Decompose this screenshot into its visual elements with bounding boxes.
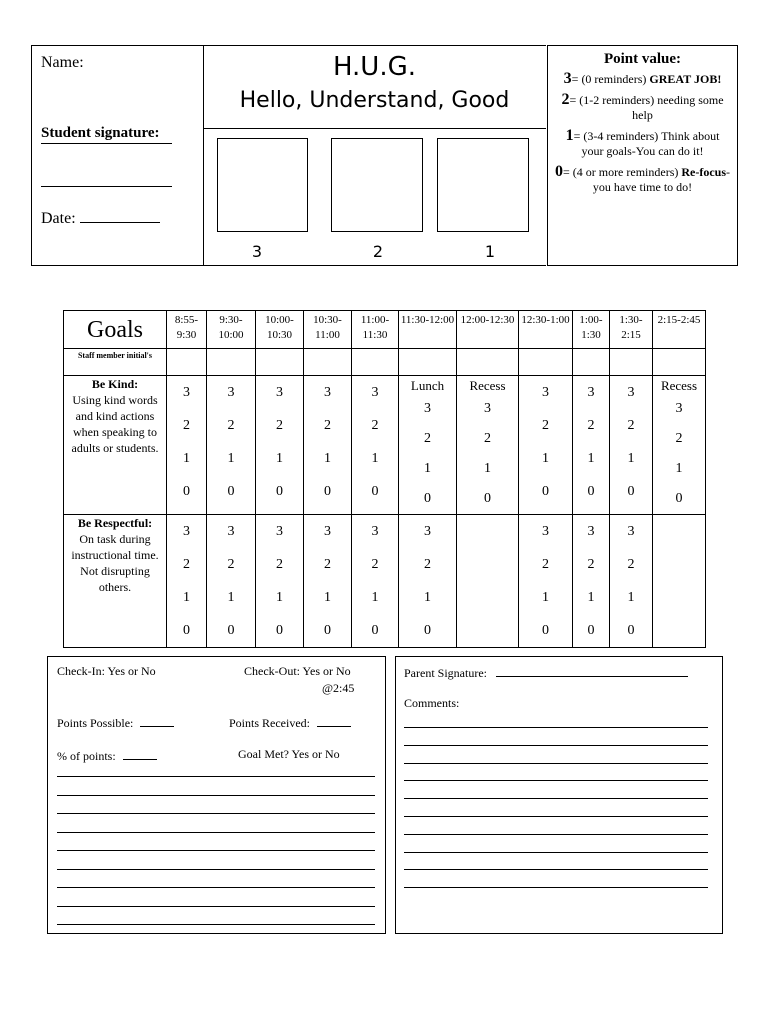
rating-cell[interactable]	[653, 515, 706, 648]
rating-cell[interactable]	[610, 515, 653, 648]
rating-option[interactable]: 3	[424, 401, 431, 416]
staff-initials-cell[interactable]	[167, 349, 207, 376]
period-label: Recess	[660, 378, 698, 393]
staff-initials-label: Staff member initial's	[64, 349, 167, 376]
rating-option[interactable]: 0	[183, 484, 190, 499]
rating-option[interactable]: 1	[183, 451, 190, 466]
rating-option[interactable]: 3	[424, 524, 431, 539]
rating-cell[interactable]	[207, 515, 256, 648]
name-label: Name:	[41, 54, 84, 71]
rating-option[interactable]: 0	[276, 484, 283, 499]
comment-line[interactable]	[404, 780, 708, 781]
point-value-title: Point value:	[603, 51, 682, 67]
goals-title: Goals	[64, 311, 167, 349]
rating-cell[interactable]	[167, 376, 207, 515]
rating-option[interactable]: 2	[424, 431, 431, 446]
rating-option[interactable]: 2	[424, 557, 431, 572]
rating-option[interactable]: 1	[484, 461, 491, 476]
staff-initials-cell[interactable]	[399, 349, 457, 376]
rating-option[interactable]: 2	[324, 418, 331, 433]
rating-option[interactable]: 2	[587, 557, 595, 572]
goals-table	[63, 310, 706, 648]
point-value-item: 1= (3-4 reminders) Think about your goals-You can do it!	[565, 127, 720, 158]
comment-line[interactable]	[404, 798, 708, 799]
rating-option[interactable]: 3	[627, 385, 635, 400]
staff-initials-cell[interactable]	[573, 349, 610, 376]
goal-text: Using kind words and kind actions when speaking to adults or students.	[71, 393, 159, 455]
rating-cell[interactable]	[399, 515, 457, 648]
rating-cell[interactable]	[304, 376, 352, 515]
rating-option[interactable]: 0	[542, 484, 549, 499]
rating-option[interactable]: 1	[183, 590, 190, 605]
rating-option[interactable]: 2	[324, 557, 331, 572]
rating-option[interactable]: 2	[183, 418, 190, 433]
rating-option[interactable]: 3	[587, 385, 595, 400]
time-slot-header: 12:00-12:30	[457, 311, 519, 349]
points-possible-label: Points Possible:	[57, 716, 134, 730]
rating-cell[interactable]	[457, 515, 519, 648]
rating-option[interactable]: 0	[484, 491, 491, 506]
rating-cell[interactable]	[653, 376, 706, 515]
rating-option[interactable]: 2	[542, 557, 549, 572]
date-line[interactable]	[80, 210, 160, 223]
rating-option[interactable]: 2	[276, 557, 283, 572]
rating-option[interactable]: 2	[627, 557, 635, 572]
staff-initials-cell[interactable]	[457, 349, 519, 376]
time-slot-header: 10:00-10:30	[256, 311, 304, 349]
date-label: Date:	[41, 210, 76, 227]
rating-option[interactable]: 2	[542, 418, 549, 433]
rating-option[interactable]: 1	[542, 590, 549, 605]
percent-label: % of points:	[57, 749, 116, 763]
check-out-label[interactable]: Check-Out: Yes or No	[244, 664, 351, 678]
rating-cell[interactable]	[519, 376, 573, 515]
rating-cell[interactable]	[457, 376, 519, 515]
rating-option[interactable]: 1	[324, 451, 331, 466]
rating-option[interactable]: 1	[324, 590, 331, 605]
point-value-item: 2= (1-2 reminders) needing some help	[561, 91, 724, 122]
time-slot-header: 8:55-9:30	[167, 311, 207, 349]
rating-option[interactable]: 0	[424, 491, 431, 506]
comment-line[interactable]	[404, 727, 708, 728]
rating-option[interactable]: 0	[183, 623, 190, 638]
time-header-row	[64, 311, 706, 349]
form-title: H.U.G.	[332, 52, 417, 82]
rating-option[interactable]: 1	[227, 590, 235, 605]
staff-initials-cell[interactable]	[352, 349, 399, 376]
rating-cell[interactable]	[399, 376, 457, 515]
check-in-label[interactable]: Check-In: Yes or No	[57, 664, 156, 678]
note-line[interactable]	[57, 776, 375, 777]
rating-cell[interactable]	[256, 515, 304, 648]
rating-option[interactable]: 1	[371, 451, 379, 466]
rating-option[interactable]: 2	[183, 557, 190, 572]
rating-option[interactable]: 1	[276, 590, 283, 605]
rating-option[interactable]: 2	[227, 418, 235, 433]
period-label: Lunch	[410, 378, 445, 393]
comment-line[interactable]	[404, 834, 708, 835]
note-line[interactable]	[57, 906, 375, 907]
parent-signature-line[interactable]	[496, 664, 688, 677]
rating-option[interactable]: 3	[324, 385, 331, 400]
signature-line[interactable]	[41, 186, 172, 187]
rating-option[interactable]: 1	[587, 590, 595, 605]
rating-cell[interactable]	[519, 515, 573, 648]
check-in-out-box	[47, 656, 386, 934]
rating-option[interactable]: 2	[675, 431, 683, 446]
rating-option[interactable]: 0	[587, 623, 595, 638]
points-received-field[interactable]	[317, 714, 351, 727]
rating-option[interactable]: 0	[324, 623, 331, 638]
time-slot-header: 10:30-11:00	[304, 311, 352, 349]
rating-option[interactable]: 0	[675, 491, 683, 506]
rating-option[interactable]: 3	[183, 524, 190, 539]
rating-option[interactable]: 1	[227, 451, 235, 466]
rating-option[interactable]: 3	[484, 401, 491, 416]
rating-option[interactable]: 1	[424, 590, 431, 605]
score-box-number: 1	[484, 242, 496, 261]
rating-option[interactable]: 3	[276, 385, 283, 400]
period-label: Recess	[469, 378, 506, 393]
rating-cell[interactable]	[352, 515, 399, 648]
rating-cell[interactable]	[207, 376, 256, 515]
rating-option[interactable]: 1	[371, 590, 379, 605]
time-slot-header: 2:15-2:45	[653, 311, 706, 349]
rating-option[interactable]: 3	[324, 524, 331, 539]
staff-initials-cell[interactable]	[610, 349, 653, 376]
rating-cell[interactable]	[573, 376, 610, 515]
comment-line[interactable]	[404, 816, 708, 817]
note-line[interactable]	[57, 887, 375, 888]
student-info-box	[31, 45, 204, 266]
rating-option[interactable]: 0	[227, 484, 235, 499]
time-slot-header: 12:30-1:00	[519, 311, 573, 349]
time-slot-header: 11:00-11:30	[352, 311, 399, 349]
goal-title: Be Respectful:	[77, 516, 153, 530]
percent-field[interactable]	[123, 747, 157, 760]
rating-option[interactable]: 3	[227, 385, 235, 400]
note-line[interactable]	[57, 869, 375, 870]
rating-cell[interactable]	[304, 515, 352, 648]
title-divider	[203, 128, 546, 129]
goal-met-label[interactable]: Goal Met? Yes or No	[238, 747, 340, 761]
name-line[interactable]	[41, 143, 172, 144]
score-box-number: 3	[251, 242, 263, 261]
rating-option[interactable]: 0	[542, 623, 549, 638]
signature-label: Student signature:	[41, 125, 160, 141]
check-out-time: @2:45	[322, 681, 355, 695]
rating-option[interactable]: 1	[627, 590, 635, 605]
rating-cell[interactable]	[610, 376, 653, 515]
comment-line[interactable]	[404, 745, 708, 746]
comment-line[interactable]	[404, 887, 708, 888]
rating-option[interactable]: 1	[587, 451, 595, 466]
rating-option[interactable]: 0	[627, 484, 635, 499]
points-possible-field[interactable]	[140, 714, 174, 727]
score-box-3[interactable]	[217, 138, 308, 232]
rating-cell[interactable]	[256, 376, 304, 515]
rating-cell[interactable]	[167, 515, 207, 648]
score-box-number: 2	[372, 242, 384, 261]
score-box-1[interactable]	[437, 138, 529, 232]
rating-option[interactable]: 1	[424, 461, 431, 476]
note-line[interactable]	[57, 832, 375, 833]
goal-description	[64, 515, 167, 648]
score-box-2[interactable]	[331, 138, 423, 232]
rating-option[interactable]: 2	[371, 557, 379, 572]
goal-description	[64, 376, 167, 515]
staff-initials-cell[interactable]	[207, 349, 256, 376]
parent-signature-label: Parent Signature:	[404, 666, 487, 680]
rating-option[interactable]: 3	[371, 524, 379, 539]
rating-option[interactable]: 1	[675, 461, 683, 476]
rating-option[interactable]: 0	[424, 623, 431, 638]
rating-option[interactable]: 2	[627, 418, 635, 433]
rating-option[interactable]: 0	[276, 623, 283, 638]
point-value-item: 0= (4 or more reminders) Re-focus-you have time to do!	[554, 163, 731, 194]
staff-initials-cell[interactable]	[304, 349, 352, 376]
staff-initials-cell[interactable]	[256, 349, 304, 376]
parent-comments-box	[395, 656, 723, 934]
comment-line[interactable]	[404, 852, 708, 853]
title-box	[203, 45, 546, 266]
comment-line[interactable]	[404, 869, 708, 870]
form-subtitle: Hello, Understand, Good	[239, 88, 510, 113]
points-received-label: Points Received:	[229, 716, 310, 730]
rating-cell[interactable]	[573, 515, 610, 648]
rating-option[interactable]: 3	[542, 524, 549, 539]
rating-option[interactable]: 0	[324, 484, 331, 499]
rating-option[interactable]: 3	[183, 385, 190, 400]
goal-row-be-respectful	[64, 515, 706, 648]
rating-option[interactable]: 3	[276, 524, 283, 539]
rating-cell[interactable]	[352, 376, 399, 515]
rating-option[interactable]: 0	[587, 484, 595, 499]
goal-text: On task during instructional time. Not disrupting others.	[71, 532, 159, 594]
rating-option[interactable]: 3	[371, 385, 379, 400]
rating-option[interactable]: 3	[627, 524, 635, 539]
rating-option[interactable]: 3	[542, 385, 549, 400]
rating-option[interactable]: 1	[276, 451, 283, 466]
rating-option[interactable]: 0	[371, 484, 379, 499]
rating-option[interactable]: 0	[227, 623, 235, 638]
rating-option[interactable]: 2	[276, 418, 283, 433]
note-line[interactable]	[57, 795, 375, 796]
staff-initials-cell[interactable]	[519, 349, 573, 376]
comments-label: Comments:	[404, 696, 460, 710]
rating-option[interactable]: 3	[587, 524, 595, 539]
point-value-legend	[547, 45, 738, 266]
rating-option[interactable]: 2	[587, 418, 595, 433]
goal-row-be-kind	[64, 376, 706, 515]
time-slot-header: 1:00-1:30	[573, 311, 610, 349]
rating-option[interactable]: 1	[542, 451, 549, 466]
rating-option[interactable]: 0	[371, 623, 379, 638]
rating-option[interactable]: 3	[227, 524, 235, 539]
rating-option[interactable]: 3	[675, 401, 683, 416]
rating-option[interactable]: 2	[371, 418, 379, 433]
point-value-item: 3= (0 reminders) GREAT JOB!	[563, 70, 722, 87]
rating-option[interactable]: 1	[627, 451, 635, 466]
note-line[interactable]	[57, 813, 375, 814]
time-slot-header: 9:30-10:00	[207, 311, 256, 349]
goal-title: Be Kind:	[91, 377, 139, 391]
note-line[interactable]	[57, 924, 375, 925]
comment-line[interactable]	[404, 763, 708, 764]
note-line[interactable]	[57, 850, 375, 851]
time-slot-header: 1:30-2:15	[610, 311, 653, 349]
rating-option[interactable]: 0	[627, 623, 635, 638]
time-slot-header: 11:30-12:00	[399, 311, 457, 349]
rating-option[interactable]: 2	[227, 557, 235, 572]
staff-initials-row	[64, 349, 706, 376]
staff-initials-cell[interactable]	[653, 349, 706, 376]
rating-option[interactable]: 2	[484, 431, 491, 446]
